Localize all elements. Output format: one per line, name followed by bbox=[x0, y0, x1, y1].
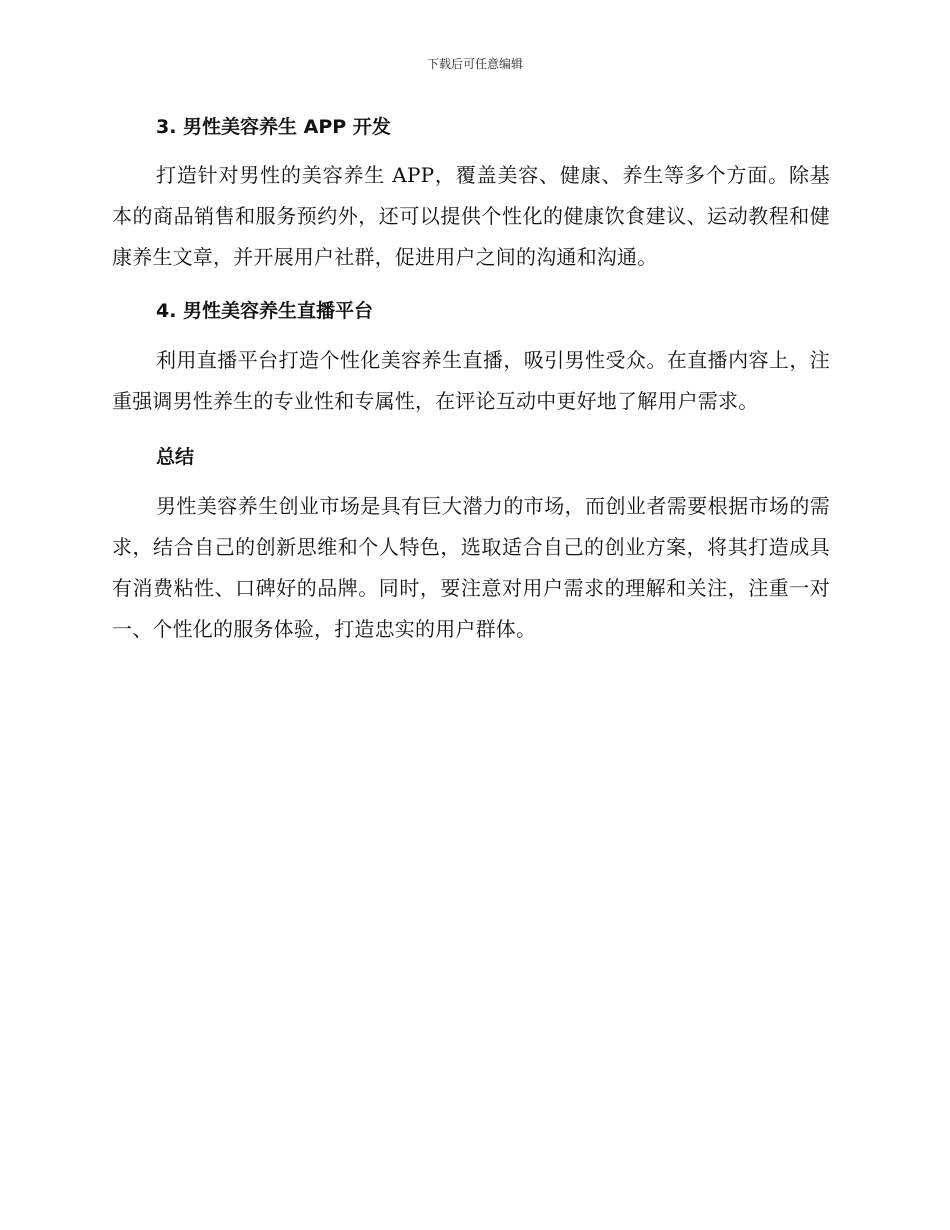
section-paragraph-app: 打造针对男性的美容养生 APP，覆盖美容、健康、养生等多个方面。除基本的商品销售和服务预约外，还可以提供个性化的健康饮食建议、运动教程和健康养生文章，并开展用户社群，促进用户之间的沟通和沟通。 bbox=[112, 163, 830, 269]
section-heading-app: 3. 男性美容养生 APP 开发 bbox=[156, 116, 391, 138]
section-paragraph-livestream: 利用直播平台打造个性化美容养生直播，吸引男性受众。在直播内容上，注重强调男性养生的专业性和专属性，在评论互动中更好地了解用户需求。 bbox=[112, 348, 830, 413]
section-heading-livestream: 4. 男性美容养生直播平台 bbox=[156, 300, 374, 322]
section-paragraph-summary: 男性美容养生创业市场是具有巨大潜力的市场，而创业者需要根据市场的需求，结合自己的创新思维和个人特色，选取适合自己的创业方案，将其打造成具有消费粘性、口碑好的品牌。同时，要注意对用户需求的理解和关注，注重一对一、个性化的服务体验，打造忠实的用户群体。 bbox=[112, 494, 830, 641]
section-heading-summary: 总结 bbox=[156, 446, 195, 468]
document-body bbox=[112, 112, 830, 650]
page-header: 下载后可任意编辑 bbox=[426, 57, 523, 71]
